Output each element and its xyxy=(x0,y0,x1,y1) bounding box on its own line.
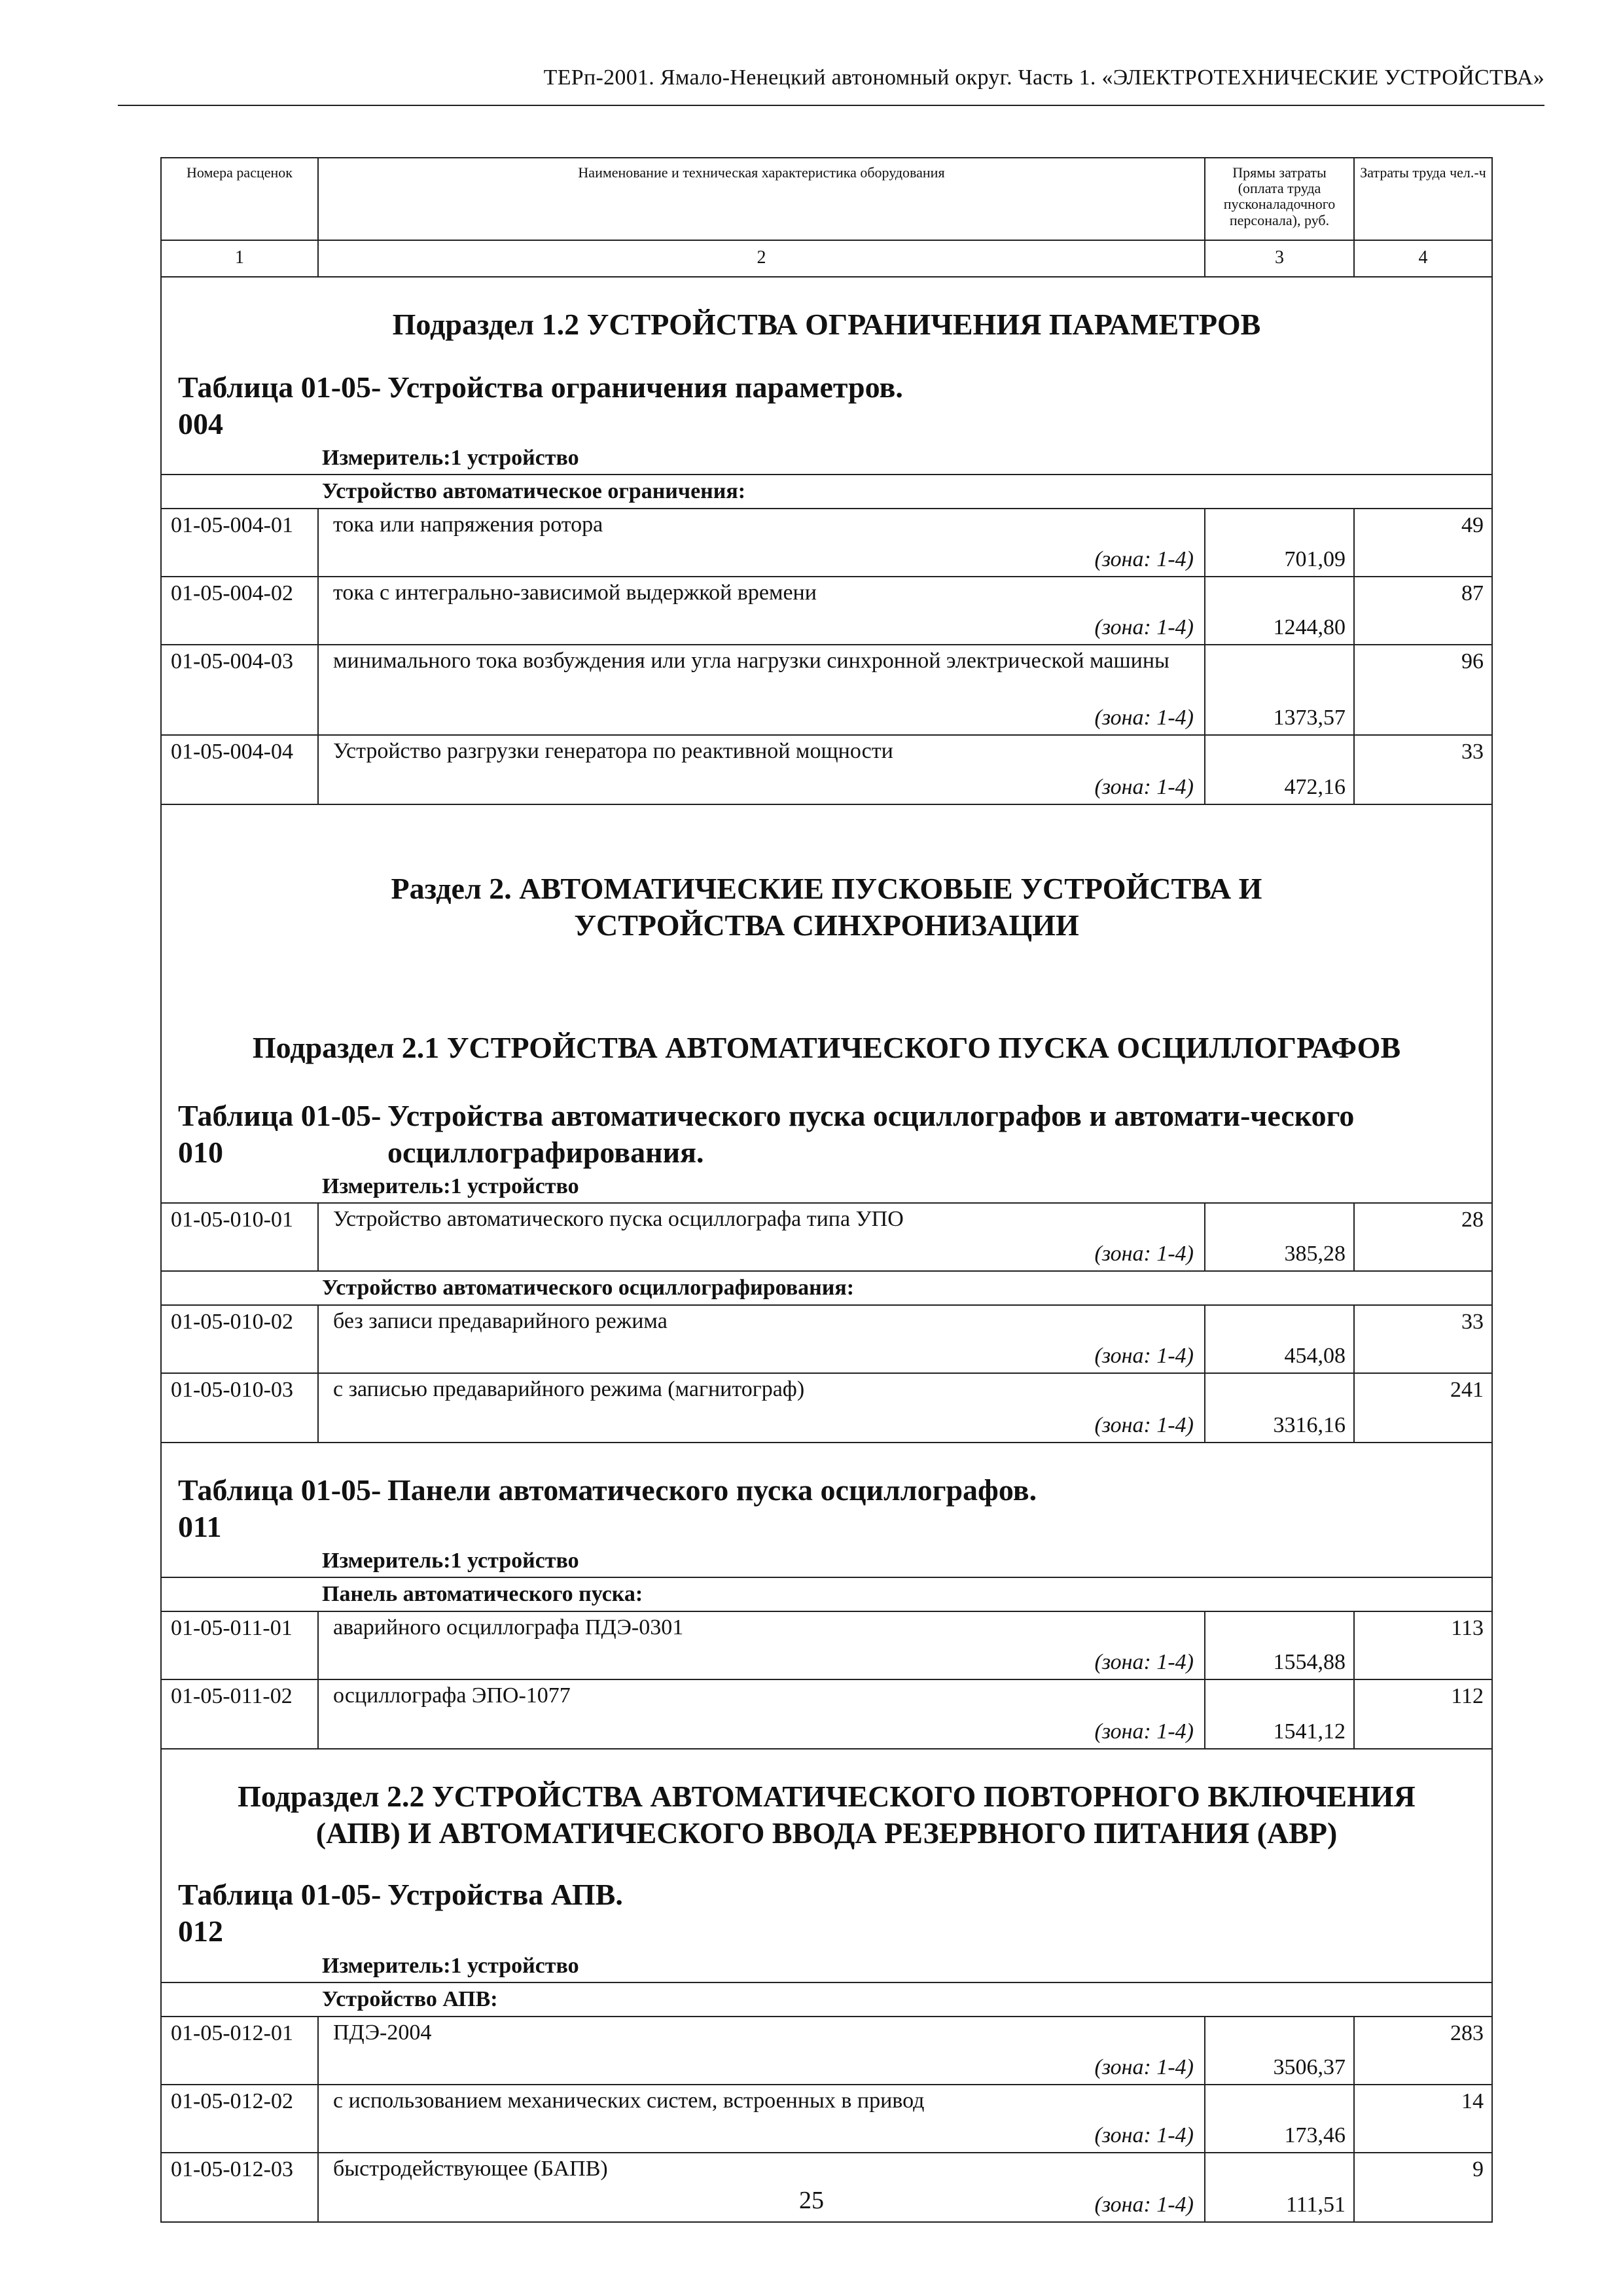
row-name: с использованием механических систем, встроенных в привод xyxy=(333,2088,925,2113)
table-row xyxy=(162,1374,1491,1443)
row-code: 01-05-004-02 xyxy=(162,577,319,644)
row-code: 01-05-011-01 xyxy=(162,1612,319,1679)
table-code: Таблица 01-05-010 xyxy=(178,1098,382,1169)
row-cost-value: 3316,16 xyxy=(1273,1412,1346,1437)
row-labor: 96 xyxy=(1461,649,1484,674)
row-labor: 28 xyxy=(1461,1207,1484,1232)
table-row xyxy=(162,1204,1491,1272)
column-number: 3 xyxy=(1205,241,1355,276)
row-name: ПДЭ-2004 xyxy=(333,2020,432,2045)
row-cost-value: 3506,37 xyxy=(1273,2054,1346,2079)
group-heading: Устройство автоматическое ограничения: xyxy=(162,474,1491,509)
row-labor: 9 xyxy=(1472,2157,1484,2181)
row-zone: (зона: 1-4) xyxy=(1094,1343,1194,1368)
row-labor: 33 xyxy=(1461,1309,1484,1334)
table-heading xyxy=(162,369,1491,442)
row-code: 01-05-004-04 xyxy=(162,736,319,804)
row-zone: (зона: 1-4) xyxy=(1094,775,1194,800)
column-number: 2 xyxy=(319,241,1205,276)
row-cost-value: 173,46 xyxy=(1284,2123,1346,2147)
running-header: ТЕРп-2001. Ямало-Ненецкий автономный округ. Часть 1. «ЭЛЕКТРОТЕХНИЧЕСКИЕ УСТРОЙСТВА» xyxy=(543,65,1544,90)
price-table xyxy=(160,157,1493,2223)
row-cost xyxy=(1205,1680,1355,1748)
group-heading: Панель автоматического пуска: xyxy=(162,1577,1491,1612)
row-code: 01-05-010-01 xyxy=(162,1204,319,1270)
row-labor: 113 xyxy=(1451,1616,1484,1641)
row-description xyxy=(319,577,1205,644)
row-name: аварийного осциллографа ПДЭ-0301 xyxy=(333,1615,684,1640)
row-description xyxy=(319,1204,1205,1270)
row-zone: (зона: 1-4) xyxy=(1094,1412,1194,1437)
row-cost xyxy=(1205,1306,1355,1372)
row-description xyxy=(319,645,1205,734)
row-code: 01-05-012-02 xyxy=(162,2085,319,2152)
row-code: 01-05-004-03 xyxy=(162,645,319,734)
row-code: 01-05-010-02 xyxy=(162,1306,319,1372)
group-heading: Устройство автоматического осциллографирования: xyxy=(162,1272,1491,1306)
row-zone: (зона: 1-4) xyxy=(1094,2123,1194,2147)
table-title: Устройства ограничения параметров. xyxy=(387,370,903,404)
row-cost-value: 1373,57 xyxy=(1273,706,1346,730)
row-name: тока или напряжения ротора xyxy=(333,512,603,537)
row-cost xyxy=(1205,509,1355,576)
unit-of-measure: Измеритель:1 устройство xyxy=(322,446,579,471)
row-code: 01-05-011-02 xyxy=(162,1680,319,1748)
table-row xyxy=(162,736,1491,805)
row-code: 01-05-012-01 xyxy=(162,2017,319,2084)
row-name: быстродействующее (БАПВ) xyxy=(333,2156,608,2181)
row-description xyxy=(319,2017,1205,2084)
table-code: Таблица 01-05-011 xyxy=(178,1473,382,1543)
table-title: Устройства АПВ. xyxy=(387,1878,623,1912)
row-cost xyxy=(1205,1612,1355,1679)
table-row xyxy=(162,509,1491,577)
row-name: Устройство автоматического пуска осциллографа типа УПО xyxy=(333,1206,904,1231)
column-number: 4 xyxy=(1418,247,1428,268)
section-heading: Раздел 2. АВТОМАТИЧЕСКИЕ ПУСКОВЫЕ УСТРОЙСТВА И УСТРОЙСТВА СИНХРОНИЗАЦИИ xyxy=(391,872,1262,942)
row-name: осциллографа ЭПО-1077 xyxy=(333,1683,571,1708)
row-labor: 112 xyxy=(1451,1684,1484,1709)
row-labor: 241 xyxy=(1450,1377,1484,1402)
row-zone: (зона: 1-4) xyxy=(1094,547,1194,572)
row-name: с записью предаварийного режима (магнитограф) xyxy=(333,1376,805,1401)
row-zone: (зона: 1-4) xyxy=(1094,1241,1194,1266)
row-description xyxy=(319,2085,1205,2152)
row-zone: (зона: 1-4) xyxy=(1094,706,1194,730)
row-description xyxy=(319,736,1205,804)
row-labor: 283 xyxy=(1450,2020,1484,2045)
unit-of-measure: Измеритель:1 устройство xyxy=(322,1953,579,1978)
row-name: без записи предаварийного режима xyxy=(333,1308,668,1333)
column-header-name: Наименование и техническая характеристика оборудования xyxy=(319,158,1205,240)
table-row xyxy=(162,577,1491,645)
row-cost-value: 472,16 xyxy=(1284,775,1346,800)
row-cost-value: 1244,80 xyxy=(1273,615,1346,640)
column-numbers xyxy=(162,241,1491,278)
table-heading xyxy=(162,1098,1491,1171)
row-name: Устройство разгрузки генератора по реактивной мощности xyxy=(333,739,893,764)
table-row xyxy=(162,2017,1491,2085)
row-name: тока с интегрально-зависимой выдержкой времени xyxy=(333,581,817,605)
row-description xyxy=(319,509,1205,576)
column-header xyxy=(162,158,1491,241)
table-heading xyxy=(162,1876,1491,1950)
row-cost xyxy=(1205,736,1355,804)
table-row xyxy=(162,1680,1491,1749)
row-cost-value: 1541,12 xyxy=(1273,1719,1346,1744)
page-number: 25 xyxy=(799,2187,824,2214)
row-zone: (зона: 1-4) xyxy=(1094,1650,1194,1675)
table-code: Таблица 01-05-012 xyxy=(178,1878,382,1948)
row-zone: (зона: 1-4) xyxy=(1094,2192,1194,2217)
row-description xyxy=(319,1612,1205,1679)
table-title: Панели автоматического пуска осциллографов. xyxy=(387,1473,1037,1507)
row-labor: 14 xyxy=(1461,2089,1484,2113)
unit-of-measure: Измеритель:1 устройство xyxy=(322,1549,579,1573)
row-cost xyxy=(1205,1204,1355,1270)
row-labor: 33 xyxy=(1461,740,1484,764)
group-heading: Устройство АПВ: xyxy=(162,1982,1491,2017)
row-name: минимального тока возбуждения или угла нагрузки синхронной электрической машины xyxy=(333,649,1169,673)
table-title: Устройства автоматического пуска осциллографов и автомати-ческого осциллографирования. xyxy=(387,1098,1355,1169)
row-labor: 87 xyxy=(1461,581,1484,606)
subsection-heading: Подраздел 2.1 УСТРОЙСТВА АВТОМАТИЧЕСКОГО ПУСКА ОСЦИЛЛОГРАФОВ xyxy=(252,1030,1401,1064)
row-cost-value: 111,51 xyxy=(1286,2192,1346,2217)
table-row xyxy=(162,1306,1491,1374)
column-header-cost: Прямы затраты (оплата труда пусконаладочного персонала), руб. xyxy=(1205,158,1355,240)
row-cost xyxy=(1205,577,1355,644)
row-code: 01-05-010-03 xyxy=(162,1374,319,1442)
row-labor: 49 xyxy=(1461,513,1484,538)
table-row xyxy=(162,1612,1491,1680)
row-code: 01-05-004-01 xyxy=(162,509,319,576)
row-cost-value: 454,08 xyxy=(1284,1343,1346,1368)
row-cost-value: 385,28 xyxy=(1284,1241,1346,1266)
table-row xyxy=(162,2085,1491,2153)
header-rule xyxy=(118,105,1544,106)
column-header-codes: Номера расценок xyxy=(162,158,319,240)
subsection-heading: Подраздел 1.2 УСТРОЙСТВА ОГРАНИЧЕНИЯ ПАРАМЕТРОВ xyxy=(392,308,1261,341)
row-description xyxy=(319,1680,1205,1748)
row-cost xyxy=(1205,1374,1355,1442)
table-code: Таблица 01-05-004 xyxy=(178,370,382,441)
row-cost xyxy=(1205,645,1355,734)
unit-of-measure: Измеритель:1 устройство xyxy=(322,1174,579,1198)
row-cost xyxy=(1205,2085,1355,2152)
table-heading xyxy=(162,1472,1491,1545)
row-description xyxy=(319,1374,1205,1442)
column-header-labor: Затраты труда чел.-ч xyxy=(1360,164,1486,181)
row-cost-value: 701,09 xyxy=(1284,547,1346,572)
row-zone: (зона: 1-4) xyxy=(1094,615,1194,640)
row-cost xyxy=(1205,2017,1355,2084)
column-number: 1 xyxy=(162,241,319,276)
subsection-heading: Подраздел 2.2 УСТРОЙСТВА АВТОМАТИЧЕСКОГО ПОВТОРНОГО ВКЛЮЧЕНИЯ (АПВ) И АВТОМАТИЧЕСКОГО ВВОДА РЕЗЕРВНОГО ПИТАНИЯ (АВР) xyxy=(238,1780,1416,1850)
row-cost-value: 1554,88 xyxy=(1273,1650,1346,1675)
table-row xyxy=(162,645,1491,736)
row-code: 01-05-012-03 xyxy=(162,2153,319,2221)
row-zone: (зона: 1-4) xyxy=(1094,2054,1194,2079)
row-description xyxy=(319,1306,1205,1372)
row-zone: (зона: 1-4) xyxy=(1094,1719,1194,1744)
